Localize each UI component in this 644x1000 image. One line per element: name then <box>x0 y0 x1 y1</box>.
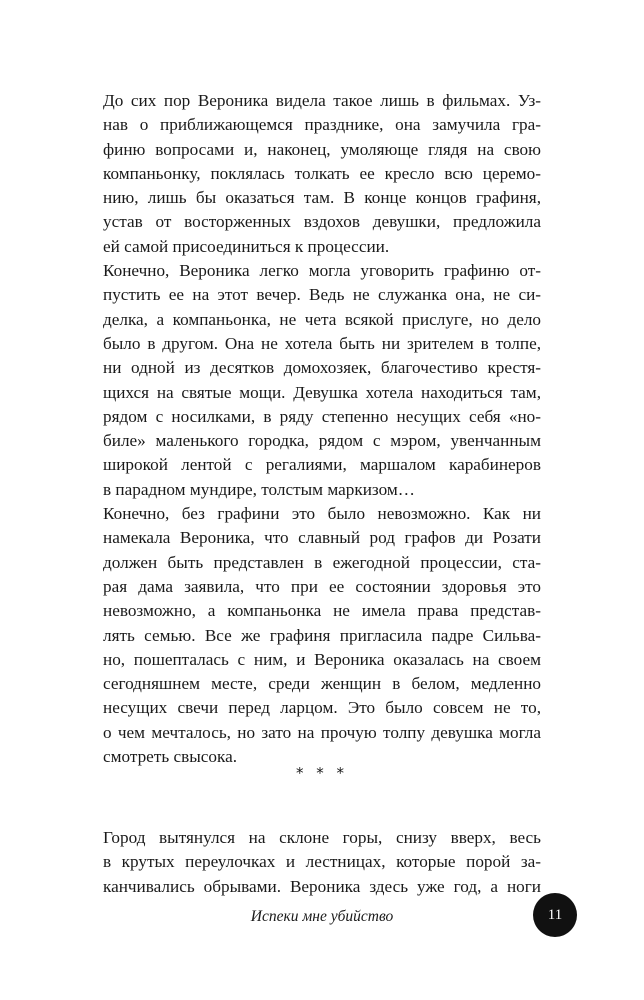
text-line: рядом с носилками, в ряду степенно несущих себя «но- <box>103 406 541 426</box>
text-line: сегодняшнем месте, среди женщин в белом, медленно <box>103 674 541 694</box>
text-line: До сих пор Вероника видела такое лишь в фильмах. Уз- <box>103 91 541 110</box>
text-line: рая дама заявила, что при ее состоянии здоровья это <box>103 576 541 596</box>
text-line: устав от восторженных вздохов девушки, предложила <box>103 212 541 232</box>
page-number-badge: 11 <box>533 893 577 937</box>
text-line: щихся на святые мощи. Девушка хотела находиться там, <box>103 382 541 402</box>
text-line: Конечно, Вероника легко могла уговорить графиню от- <box>103 261 541 281</box>
text-line: Конечно, без графини это было невозможно. Как ни <box>103 504 541 524</box>
text-line: финю вопросами и, наконец, умоляюще глядя на свою <box>103 139 541 159</box>
text-line: Город вытянулся на склоне горы, снизу вверх, весь <box>103 828 541 847</box>
text-line: нию, лишь бы оказаться там. В конце концов графиня, <box>103 188 541 208</box>
text-line: должен быть представлен в ежегодной процессии, ста- <box>103 552 541 572</box>
text-line: лять семью. Все же графиня пригласила падре Сильва- <box>103 625 541 645</box>
text-line: в крутых переулочках и лестницах, которые порой за- <box>103 852 541 872</box>
text-line: несущих свечи перед ларцом. Это было совсем не то, <box>103 698 541 718</box>
text-line: канчивались обрывами. Вероника здесь уже год, а ноги <box>103 876 541 896</box>
text-line: было в другом. Она не хотела быть ни зрителем в толпе, <box>103 333 541 353</box>
text-line: широкой лентой с регалиями, маршалом карабинеров <box>103 455 541 475</box>
text-line: делка, а компаньонка, не чета всякой прислуге, но дело <box>103 309 541 329</box>
text-line: невозможно, а компаньонка не имела права представ- <box>103 601 541 621</box>
text-line: намекала Вероника, что славный род графов ди Розати <box>103 528 541 548</box>
running-footer-title: Испеки мне убийство <box>250 908 394 925</box>
text-line: биле» маленького городка, рядом с мэром, увенчанным <box>103 431 541 451</box>
text-line: пустить ее на этот вечер. Ведь не служанка она, не си- <box>103 285 541 305</box>
main-text-block <box>103 89 541 769</box>
continuation-text-block <box>103 826 541 899</box>
text-line: ни одной из десятков домохозяек, благочестиво крестя- <box>103 358 541 378</box>
text-line: ей самой присоединиться к процессии. <box>103 236 390 256</box>
text-line: в парадном мундире, толстым маркизом… <box>103 479 415 499</box>
text-line: о чем мечталось, но зато на прочую толпу девушка могла <box>103 722 541 742</box>
section-separator: * * * <box>295 764 349 782</box>
text-line: компаньонку, поклялась толкать ее кресло всю церемо- <box>103 163 541 183</box>
text-line: но, пошепталась с ним, и Вероника оказалась на своем <box>103 649 541 669</box>
text-line: нав о приближающемся празднике, она замучила гра- <box>103 115 541 135</box>
text-line: смотреть свысока. <box>103 747 237 767</box>
